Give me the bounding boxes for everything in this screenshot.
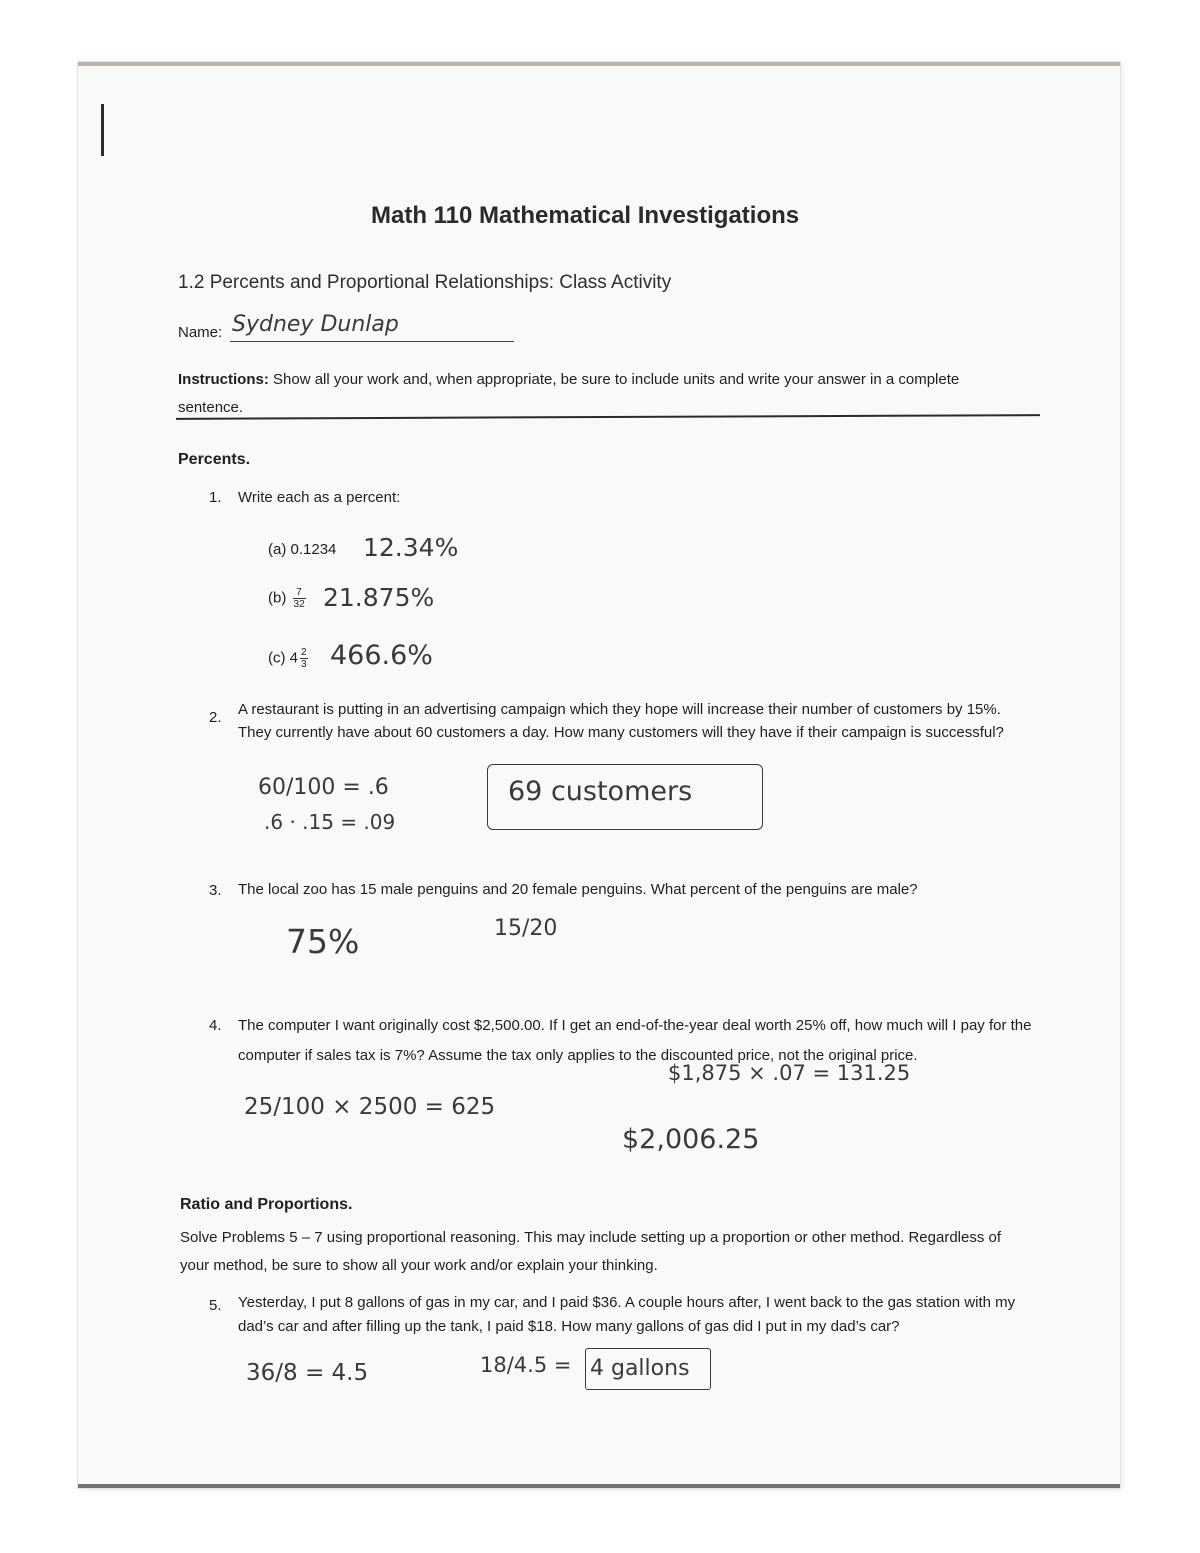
q5-answer: 4 gallons [590, 1356, 690, 1381]
ratios-intro: Solve Problems 5 – 7 using proportional reasoning. This may include setting up a proportion or other method. Regardless of your method, be sure to show all your work and/or explain your thinking. [180, 1229, 1002, 1274]
q2-work-line2: .6 · .15 = .09 [264, 810, 396, 834]
q1-number: 1. [209, 489, 222, 506]
q1c-label: (c) [268, 649, 286, 667]
q2-work-line1: 60/100 = .6 [258, 775, 389, 800]
q1b-numerator: 7 [293, 587, 306, 599]
q2-number: 2. [209, 709, 222, 726]
q1a-item [268, 541, 336, 558]
q1c-fraction [300, 647, 308, 670]
margin-mark [101, 104, 104, 156]
section-heading-percents: Percents. [178, 451, 251, 468]
worksheet-title: Math 110 Mathematical Investigations [371, 202, 800, 229]
q1b-answer: 21.875% [323, 583, 435, 612]
q4-answer: $2,006.25 [622, 1124, 760, 1155]
instructions [178, 366, 998, 422]
q2-answer: 69 customers [508, 776, 693, 807]
q3-work: 15/20 [494, 916, 558, 941]
instructions-label: Instructions: [178, 371, 269, 388]
q1c-numerator: 2 [301, 647, 307, 658]
instructions-text: Show all your work and, when appropriate, be sure to include units and write your answer in a complete sentence. [178, 371, 960, 416]
q4-text: The computer I want originally cost $2,500.00. If I get an end-of-the-year deal worth 25% off, how much will I pay for the computer if sales tax is 7%? Assume the tax only applies to the discounted price, not the original price. [238, 1017, 1032, 1064]
q4-work-line1: $1,875 × .07 = 131.25 [668, 1061, 911, 1085]
q1a-value: 0.1234 [290, 541, 337, 558]
q1c-item [268, 647, 310, 670]
q1a-answer: 12.34% [363, 533, 459, 562]
q1-text: Write each as a percent: [238, 489, 401, 506]
q1c-answer: 466.6% [330, 640, 433, 671]
q1b-item [268, 587, 308, 610]
q2-text: A restaurant is putting in an advertising campaign which they hope will increase their number of customers by 15%. They currently have about 60 customers a day. How many customers will they have if their campaign is successful? [238, 701, 1004, 741]
q4-number: 4. [209, 1017, 222, 1034]
name-underline [230, 341, 514, 342]
q3-text: The local zoo has 15 male penguins and 20 female penguins. What percent of the penguins are male? [238, 881, 918, 898]
q5-text: Yesterday, I put 8 gallons of gas in my car, and I paid $36. A couple hours after, I went back to the gas station with my dad’s car and after filling up the tank, I paid $18. How many gallons of gas did I put in my dad’s car? [238, 1294, 1016, 1335]
q1b-label: (b) [268, 589, 287, 607]
q1a-label: (a) [268, 541, 287, 558]
page-bottom-edge [78, 1484, 1120, 1488]
q5-work-line2: 18/4.5 = [480, 1353, 572, 1377]
q3-answer: 75% [286, 922, 360, 961]
worksheet-subtitle: 1.2 Percents and Proportional Relationships: Class Activity [178, 272, 672, 293]
q1c-denominator: 3 [301, 659, 307, 670]
q3-number: 3. [209, 882, 222, 899]
q1b-denominator: 32 [293, 599, 305, 610]
section-heading-ratios: Ratio and Proportions. [180, 1196, 353, 1213]
name-label: Name: [178, 324, 223, 341]
page-top-edge [78, 62, 1120, 66]
q5-work-line1: 36/8 = 4.5 [246, 1360, 369, 1386]
q1c-whole: 4 [289, 649, 299, 667]
q5-number: 5. [209, 1297, 222, 1314]
q4-work-line2: 25/100 × 2500 = 625 [244, 1094, 496, 1120]
student-name: Sydney Dunlap [232, 312, 399, 337]
q1b-fraction [293, 587, 306, 610]
